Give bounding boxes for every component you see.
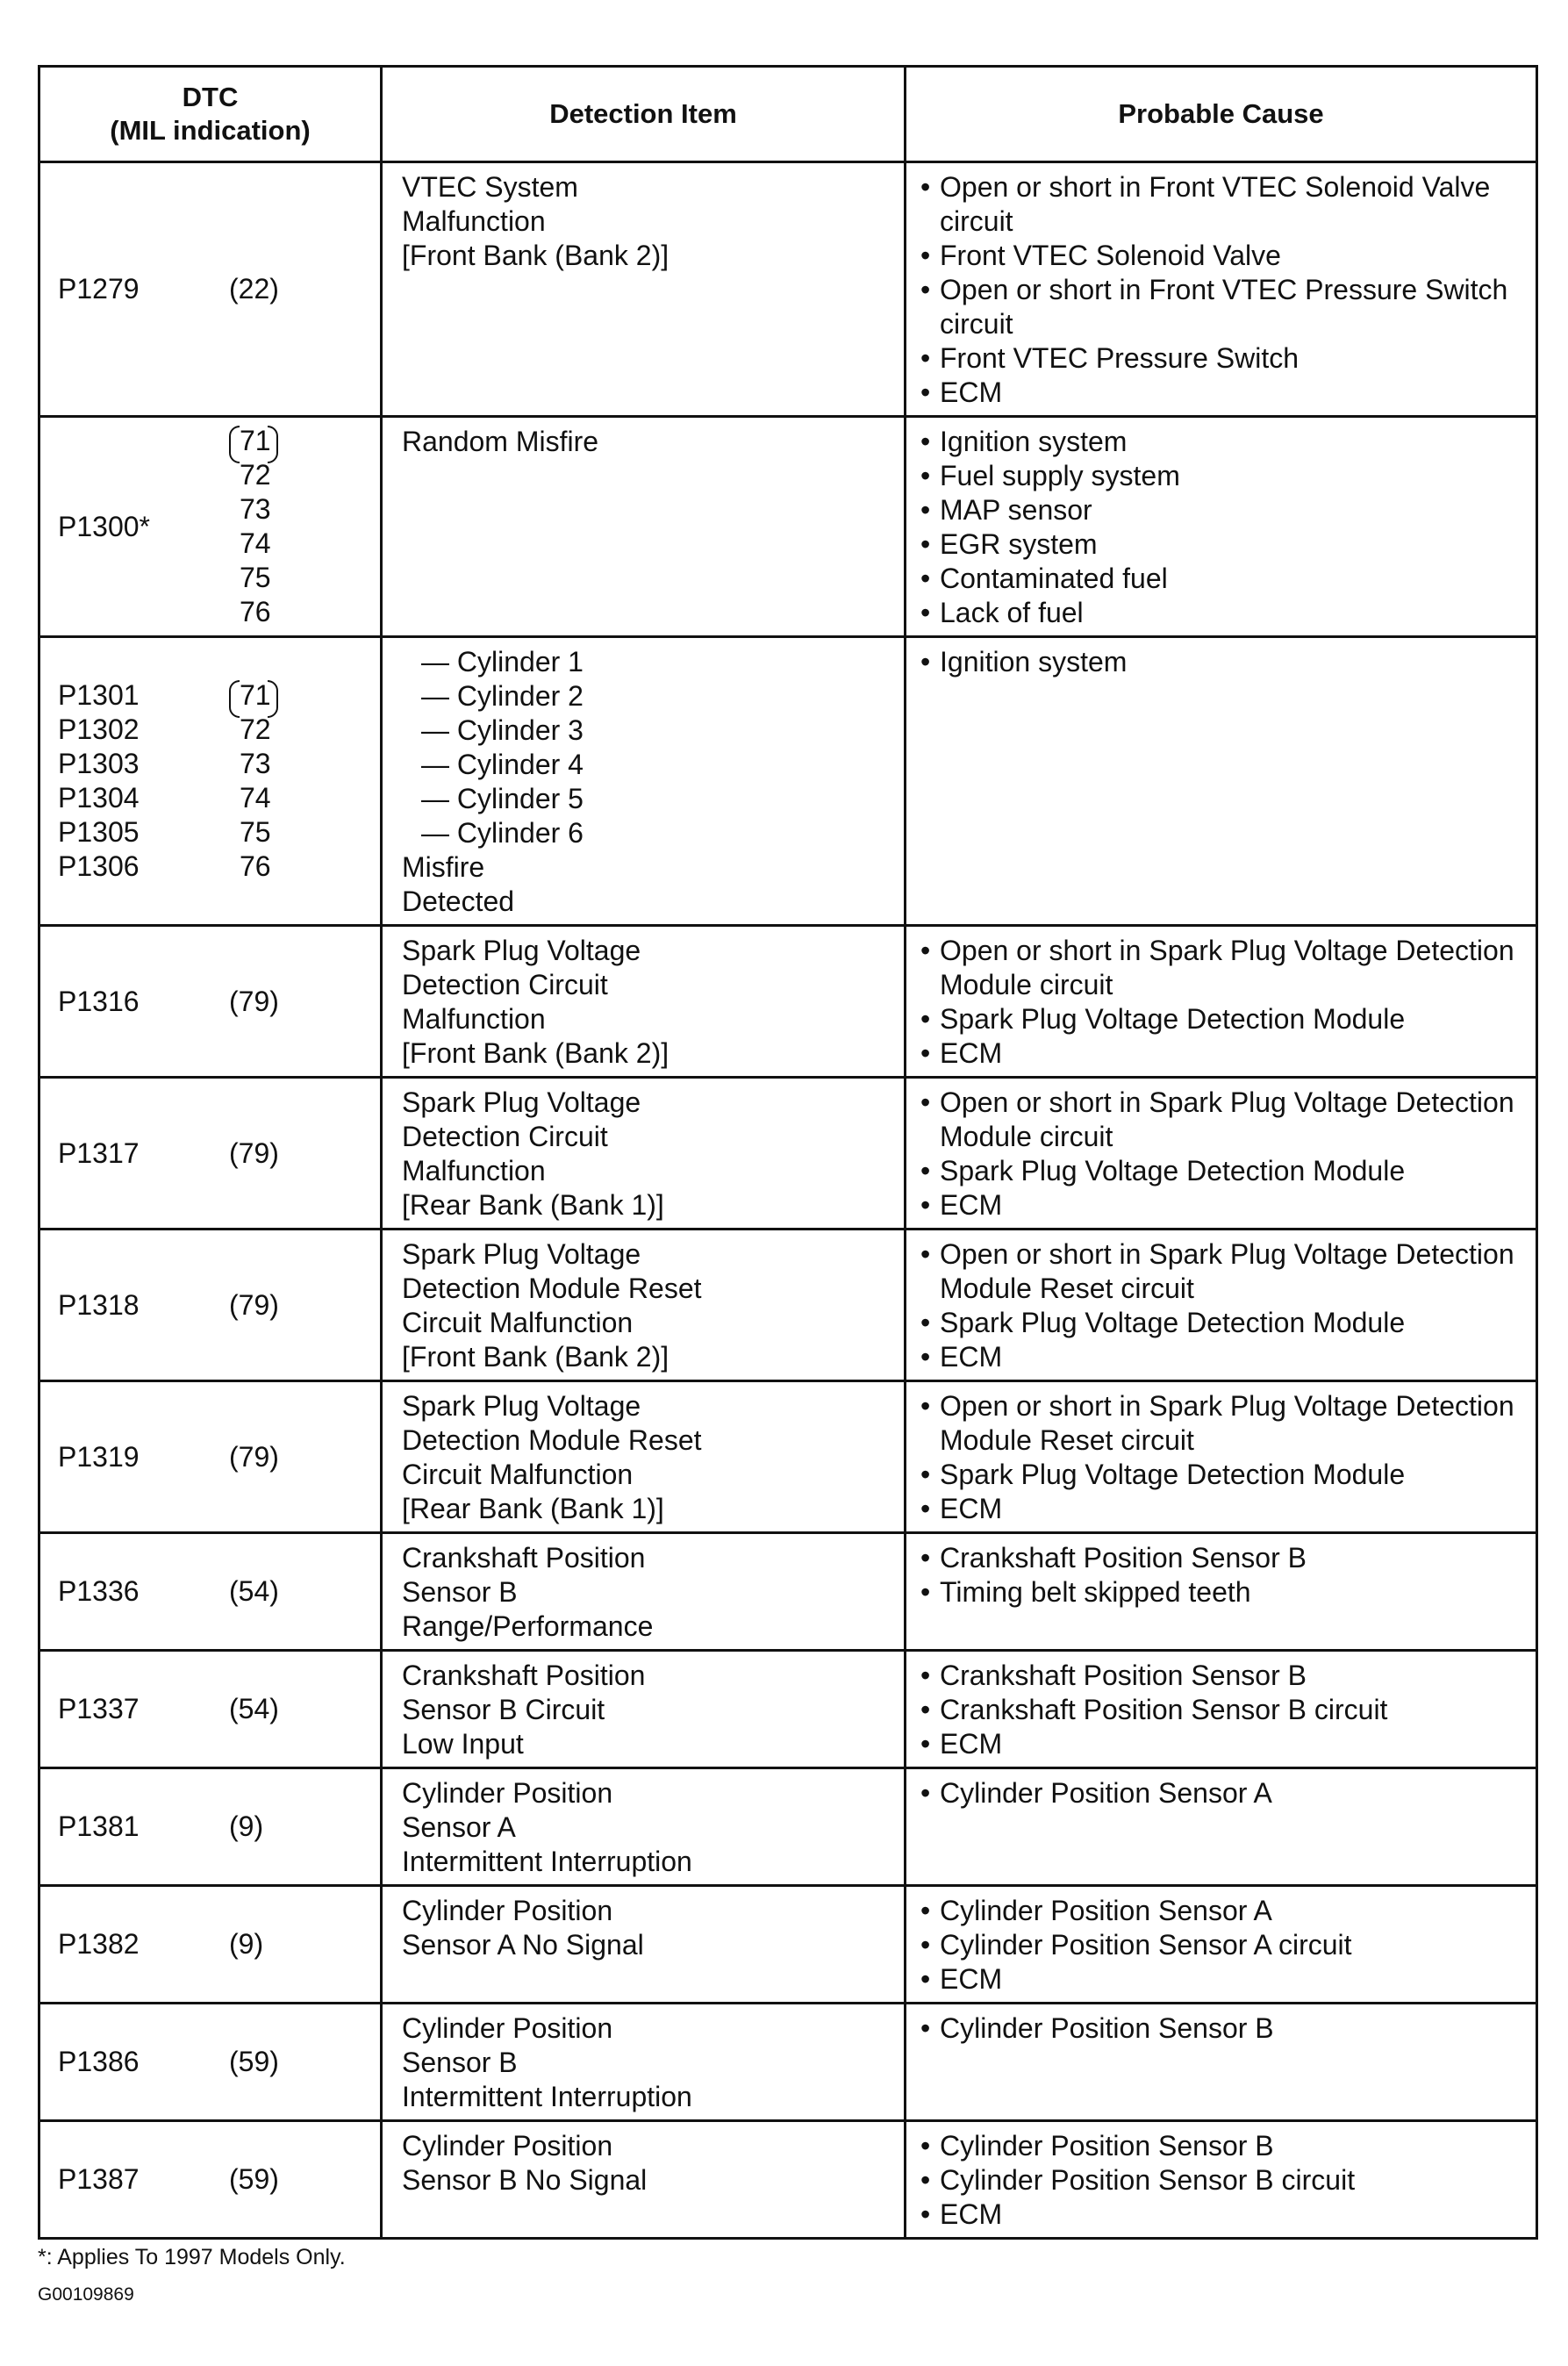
cause-item — [920, 425, 1527, 459]
cause-item — [920, 273, 1527, 341]
dtc-code: P1381 — [58, 1810, 140, 1842]
bullet-icon: • — [920, 646, 931, 678]
probable-cause-cell — [906, 2121, 1537, 2239]
table-row — [39, 162, 1537, 417]
detection-item-line: Circuit Malfunction — [402, 1307, 634, 1338]
dtc-code: P1300* — [58, 510, 150, 542]
bullet-icon: • — [920, 1660, 931, 1691]
detection-item-line: Sensor B Circuit — [402, 1694, 605, 1725]
detection-item-line: [Front Bank (Bank 2)] — [402, 1341, 669, 1373]
detection-item-line: [Rear Bank (Bank 1)] — [402, 1493, 664, 1524]
cause-item — [920, 1036, 1527, 1071]
bullet-icon: • — [920, 2164, 931, 2196]
cause-text: Fuel supply system — [940, 460, 1180, 491]
probable-cause-cell — [906, 1768, 1537, 1886]
cause-text: Front VTEC Solenoid Valve — [940, 240, 1281, 271]
footnote: *: Applies To 1997 Models Only. — [38, 2245, 346, 2269]
dtc-code: P1337 — [58, 1693, 140, 1724]
mil-indication: (9) — [229, 1810, 264, 1842]
dtc-code: P1316 — [58, 985, 140, 1017]
bullet-icon: • — [920, 1728, 931, 1760]
dtc-code: P1319 — [58, 1440, 140, 1473]
bullet-icon: • — [920, 2012, 931, 2044]
detection-item-line: Sensor B — [402, 2047, 518, 2078]
cause-item — [920, 1340, 1527, 1374]
bullet-icon: • — [920, 1390, 931, 1422]
dtc-code: P1387 — [58, 2163, 140, 2195]
bullet-icon: • — [920, 1895, 931, 1926]
detection-item-cell — [382, 2121, 906, 2239]
cause-item — [920, 1776, 1527, 1810]
detection-item-line: Misfire — [402, 851, 485, 883]
right-bracket-icon — [268, 426, 278, 463]
cause-item — [920, 1389, 1527, 1458]
table-row — [39, 637, 1537, 926]
detection-item-line: Spark Plug Voltage — [402, 935, 641, 966]
detection-item-line: Detection Circuit — [402, 1121, 608, 1152]
cause-text: Open or short in Spark Plug Voltage Detection Module circuit — [940, 935, 1514, 1000]
table-row — [39, 1651, 1537, 1768]
cause-text: Crankshaft Position Sensor B — [940, 1660, 1307, 1691]
probable-cause-cell — [906, 417, 1537, 637]
cause-text: Contaminated fuel — [940, 563, 1168, 594]
detection-item-cell — [382, 637, 906, 926]
probable-cause-cell — [906, 1381, 1537, 1533]
figure-id: G00109869 — [38, 2284, 134, 2305]
bullet-icon: • — [920, 1459, 931, 1490]
cause-text: Spark Plug Voltage Detection Module — [940, 1307, 1406, 1338]
cause-item — [920, 341, 1527, 376]
bullet-icon: • — [920, 563, 931, 594]
bullet-icon: • — [920, 171, 931, 203]
bullet-icon: • — [920, 1037, 931, 1069]
cause-item — [920, 2198, 1527, 2232]
detection-item-line: VTEC System — [402, 171, 578, 203]
dtc-code: P1301 — [58, 679, 140, 711]
bullet-icon: • — [920, 1929, 931, 1961]
detection-item-line: Sensor A — [402, 1811, 516, 1843]
cause-item — [920, 2163, 1527, 2198]
mil-indication: (79) — [229, 1440, 279, 1473]
detection-item-cell — [382, 926, 906, 1078]
cause-text: ECM — [940, 1963, 1003, 1995]
bullet-icon: • — [920, 1307, 931, 1338]
cause-text: Open or short in Spark Plug Voltage Detection Module circuit — [940, 1086, 1514, 1152]
table-row — [39, 1533, 1537, 1651]
detection-item-cell — [382, 1381, 906, 1533]
detection-item-line: Cylinder Position — [402, 2012, 613, 2044]
bullet-icon: • — [920, 597, 931, 628]
detection-item-line: [Rear Bank (Bank 1)] — [402, 1189, 664, 1221]
table-row — [39, 1886, 1537, 2004]
bullet-icon: • — [920, 376, 931, 408]
cause-item — [920, 645, 1527, 679]
dtc-code: P1386 — [58, 2046, 140, 2077]
mil-indication: 73 — [240, 493, 271, 525]
cause-text: Timing belt skipped teeth — [940, 1576, 1251, 1608]
detection-item-cell — [382, 417, 906, 637]
bullet-icon: • — [920, 935, 931, 966]
cause-item — [920, 2011, 1527, 2046]
table-row — [39, 417, 1537, 637]
dtc-cell — [39, 637, 382, 926]
bullet-icon: • — [920, 342, 931, 374]
table-row — [39, 1078, 1537, 1230]
detection-item-line: Intermittent Interruption — [402, 2081, 692, 2112]
detection-item-line: Cylinder Position — [402, 1895, 613, 1926]
mil-indication: (54) — [229, 1693, 279, 1724]
probable-cause-cell — [906, 1230, 1537, 1381]
bullet-icon: • — [920, 1341, 931, 1373]
detection-item-line: Random Misfire — [402, 426, 599, 457]
detection-item-line: Spark Plug Voltage — [402, 1086, 641, 1118]
detection-item-line: Sensor B — [402, 1576, 518, 1608]
header-dtc-line1: DTC — [182, 82, 239, 112]
cause-text: Lack of fuel — [940, 597, 1084, 628]
cause-item — [920, 1659, 1527, 1693]
bullet-icon: • — [920, 1189, 931, 1221]
cause-item — [920, 1237, 1527, 1306]
cause-text: ECM — [940, 1037, 1003, 1069]
bullet-icon: • — [920, 2198, 931, 2230]
mil-indication: (79) — [229, 985, 279, 1017]
detection-item-line: Detection Module Reset — [402, 1424, 702, 1456]
mil-group — [229, 678, 278, 884]
right-bracket-icon — [268, 680, 278, 718]
cause-text: Spark Plug Voltage Detection Module — [940, 1003, 1406, 1035]
dtc-code: P1305 — [58, 816, 140, 848]
detection-item-line: — Cylinder 2 — [421, 680, 584, 712]
dtc-cell — [39, 2121, 382, 2239]
detection-item-line: Crankshaft Position — [402, 1660, 646, 1691]
bullet-icon: • — [920, 1086, 931, 1118]
bullet-icon: • — [920, 1694, 931, 1725]
bullet-icon: • — [920, 426, 931, 457]
cause-item — [920, 1154, 1527, 1188]
detection-item-cell — [382, 1533, 906, 1651]
mil-indication: 72 — [240, 713, 271, 745]
bullet-icon: • — [920, 1542, 931, 1574]
detection-item-line: Intermittent Interruption — [402, 1846, 692, 1877]
table-row — [39, 1230, 1537, 1381]
mil-indication: 74 — [240, 527, 271, 559]
probable-cause-cell — [906, 2004, 1537, 2121]
cause-text: Cylinder Position Sensor A — [940, 1895, 1272, 1926]
dtc-code: P1382 — [58, 1928, 140, 1960]
mil-indication: 71 — [240, 679, 271, 711]
bullet-icon: • — [920, 1777, 931, 1809]
header-dtc-line2: (MIL indication) — [110, 115, 311, 146]
detection-item-line: Crankshaft Position — [402, 1542, 646, 1574]
cause-item — [920, 493, 1527, 527]
detection-item-line: — Cylinder 4 — [421, 749, 584, 780]
mil-indication: (54) — [229, 1575, 279, 1607]
cause-item — [920, 1541, 1527, 1575]
probable-cause-cell — [906, 1078, 1537, 1230]
detection-item-line: Sensor A No Signal — [402, 1929, 644, 1961]
dtc-code: P1302 — [58, 713, 140, 745]
header-detection-item: Detection Item — [382, 67, 906, 162]
dtc-code: P1317 — [58, 1136, 140, 1169]
detection-item-cell — [382, 162, 906, 417]
probable-cause-cell — [906, 637, 1537, 926]
detection-item-line: — Cylinder 3 — [421, 714, 584, 746]
probable-cause-cell — [906, 1886, 1537, 2004]
cause-item — [920, 376, 1527, 410]
cause-item — [920, 1894, 1527, 1928]
cause-text: ECM — [940, 1728, 1003, 1760]
left-bracket-icon — [229, 426, 240, 463]
cause-item — [920, 2129, 1527, 2163]
cause-text: Open or short in Spark Plug Voltage Detection Module Reset circuit — [940, 1390, 1514, 1456]
cause-text: Cylinder Position Sensor B circuit — [940, 2164, 1356, 2196]
mil-indication: 76 — [240, 850, 271, 882]
header-dtc — [39, 67, 382, 162]
cause-text: Crankshaft Position Sensor B — [940, 1542, 1307, 1574]
cause-item — [920, 170, 1527, 239]
table-row — [39, 1381, 1537, 1533]
detection-item-line: Range/Performance — [402, 1610, 654, 1642]
cause-text: EGR system — [940, 528, 1098, 560]
cause-text: ECM — [940, 1189, 1003, 1221]
cause-text: MAP sensor — [940, 494, 1092, 526]
cause-item — [920, 1962, 1527, 1997]
detection-item-line: Sensor B No Signal — [402, 2164, 648, 2196]
dtc-table — [38, 65, 1538, 2240]
detection-item-cell — [382, 1886, 906, 2004]
cause-item — [920, 1002, 1527, 1036]
cause-text: Spark Plug Voltage Detection Module — [940, 1459, 1406, 1490]
detection-item-line: Low Input — [402, 1728, 524, 1760]
mil-indication: (79) — [229, 1136, 279, 1169]
mil-group — [229, 424, 278, 629]
dtc-code: P1303 — [58, 748, 140, 779]
cause-text: Spark Plug Voltage Detection Module — [940, 1155, 1406, 1187]
detection-item-line: Cylinder Position — [402, 2130, 613, 2162]
cause-item — [920, 1575, 1527, 1610]
dtc-code: P1304 — [58, 782, 140, 814]
detection-item-line: [Front Bank (Bank 2)] — [402, 240, 669, 271]
bullet-icon: • — [920, 1576, 931, 1608]
detection-item-line: — Cylinder 6 — [421, 817, 584, 849]
dtc-cell — [39, 1651, 382, 1768]
dtc-table-page — [38, 65, 1536, 2240]
bullet-icon: • — [920, 240, 931, 271]
table-row — [39, 926, 1537, 1078]
detection-item-line: Malfunction — [402, 1003, 546, 1035]
bullet-icon: • — [920, 460, 931, 491]
dtc-code: P1306 — [58, 850, 140, 882]
mil-indication: (59) — [229, 2163, 279, 2195]
cause-text: Open or short in Spark Plug Voltage Detection Module Reset circuit — [940, 1238, 1514, 1304]
bullet-icon: • — [920, 1493, 931, 1524]
dtc-cell — [39, 417, 382, 637]
detection-item-cell — [382, 1651, 906, 1768]
table-row — [39, 1768, 1537, 1886]
left-bracket-icon — [229, 680, 240, 718]
cause-text: Crankshaft Position Sensor B circuit — [940, 1694, 1388, 1725]
cause-text: Open or short in Front VTEC Pressure Switch circuit — [940, 274, 1508, 340]
cause-item — [920, 1188, 1527, 1222]
mil-indication: 74 — [240, 782, 271, 814]
cause-item — [920, 934, 1527, 1002]
cause-item — [920, 562, 1527, 596]
detection-item-cell — [382, 1078, 906, 1230]
cause-text: ECM — [940, 376, 1003, 408]
dtc-cell — [39, 162, 382, 417]
detection-item-line: Spark Plug Voltage — [402, 1238, 641, 1270]
mil-indication: (9) — [229, 1928, 264, 1960]
header-row — [39, 67, 1537, 162]
bullet-icon: • — [920, 1238, 931, 1270]
bullet-icon: • — [920, 494, 931, 526]
dtc-code: P1318 — [58, 1288, 140, 1321]
cause-item — [920, 239, 1527, 273]
dtc-cell — [39, 1533, 382, 1651]
detection-item-line: Malfunction — [402, 1155, 546, 1187]
detection-item-line: Cylinder Position — [402, 1777, 613, 1809]
detection-item-line: Detection Module Reset — [402, 1273, 702, 1304]
cause-text: Ignition system — [940, 646, 1128, 678]
dtc-cell — [39, 1886, 382, 2004]
cause-text: Cylinder Position Sensor B — [940, 2012, 1274, 2044]
mil-indication: (59) — [229, 2046, 279, 2077]
cause-text: ECM — [940, 1493, 1003, 1524]
cause-text: ECM — [940, 1341, 1003, 1373]
dtc-cell — [39, 1078, 382, 1230]
probable-cause-cell — [906, 162, 1537, 417]
mil-indication: (22) — [229, 273, 279, 305]
dtc-cell — [39, 1230, 382, 1381]
cause-item — [920, 1693, 1527, 1727]
dtc-code: P1279 — [58, 273, 140, 305]
mil-indication: 72 — [240, 459, 271, 491]
bullet-icon: • — [920, 274, 931, 305]
detection-item-line: [Front Bank (Bank 2)] — [402, 1037, 669, 1069]
cause-text: Open or short in Front VTEC Solenoid Valve circuit — [940, 171, 1491, 237]
cause-text: Front VTEC Pressure Switch — [940, 342, 1299, 374]
mil-indication: (79) — [229, 1288, 279, 1321]
cause-item — [920, 527, 1527, 562]
detection-item-line: — Cylinder 5 — [421, 783, 584, 814]
bullet-icon: • — [920, 1963, 931, 1995]
cause-text: Ignition system — [940, 426, 1128, 457]
table-row — [39, 2121, 1537, 2239]
dtc-cell — [39, 926, 382, 1078]
cause-text: Cylinder Position Sensor A circuit — [940, 1929, 1352, 1961]
cause-item — [920, 1928, 1527, 1962]
cause-item — [920, 1458, 1527, 1492]
dtc-cell — [39, 2004, 382, 2121]
dtc-code: P1336 — [58, 1575, 140, 1607]
header-probable-cause: Probable Cause — [906, 67, 1537, 162]
cause-text: Cylinder Position Sensor B — [940, 2130, 1274, 2162]
detection-item-line: Circuit Malfunction — [402, 1459, 634, 1490]
cause-text: ECM — [940, 2198, 1003, 2230]
detection-item-line: Malfunction — [402, 205, 546, 237]
probable-cause-cell — [906, 1533, 1537, 1651]
bullet-icon: • — [920, 528, 931, 560]
detection-item-cell — [382, 1230, 906, 1381]
detection-item-line: Detected — [402, 885, 515, 917]
mil-indication: 71 — [240, 425, 271, 456]
cause-item — [920, 1306, 1527, 1340]
bullet-icon: • — [920, 1155, 931, 1187]
detection-item-line: — Cylinder 1 — [421, 646, 584, 678]
bullet-icon: • — [920, 1003, 931, 1035]
detection-item-cell — [382, 2004, 906, 2121]
table-body — [39, 162, 1537, 2239]
cause-text: Cylinder Position Sensor A — [940, 1777, 1272, 1809]
mil-indication: 76 — [240, 596, 271, 627]
bullet-icon: • — [920, 2130, 931, 2162]
mil-indication: 73 — [240, 748, 271, 779]
cause-item — [920, 1492, 1527, 1526]
mil-indication: 75 — [240, 816, 271, 848]
cause-item — [920, 459, 1527, 493]
probable-cause-cell — [906, 1651, 1537, 1768]
cause-item — [920, 1086, 1527, 1154]
probable-cause-cell — [906, 926, 1537, 1078]
table-row — [39, 2004, 1537, 2121]
cause-item — [920, 596, 1527, 630]
detection-item-line: Detection Circuit — [402, 969, 608, 1000]
detection-item-cell — [382, 1768, 906, 1886]
dtc-cell — [39, 1381, 382, 1533]
mil-indication: 75 — [240, 562, 271, 593]
detection-item-line: Spark Plug Voltage — [402, 1390, 641, 1422]
cause-item — [920, 1727, 1527, 1761]
dtc-cell — [39, 1768, 382, 1886]
